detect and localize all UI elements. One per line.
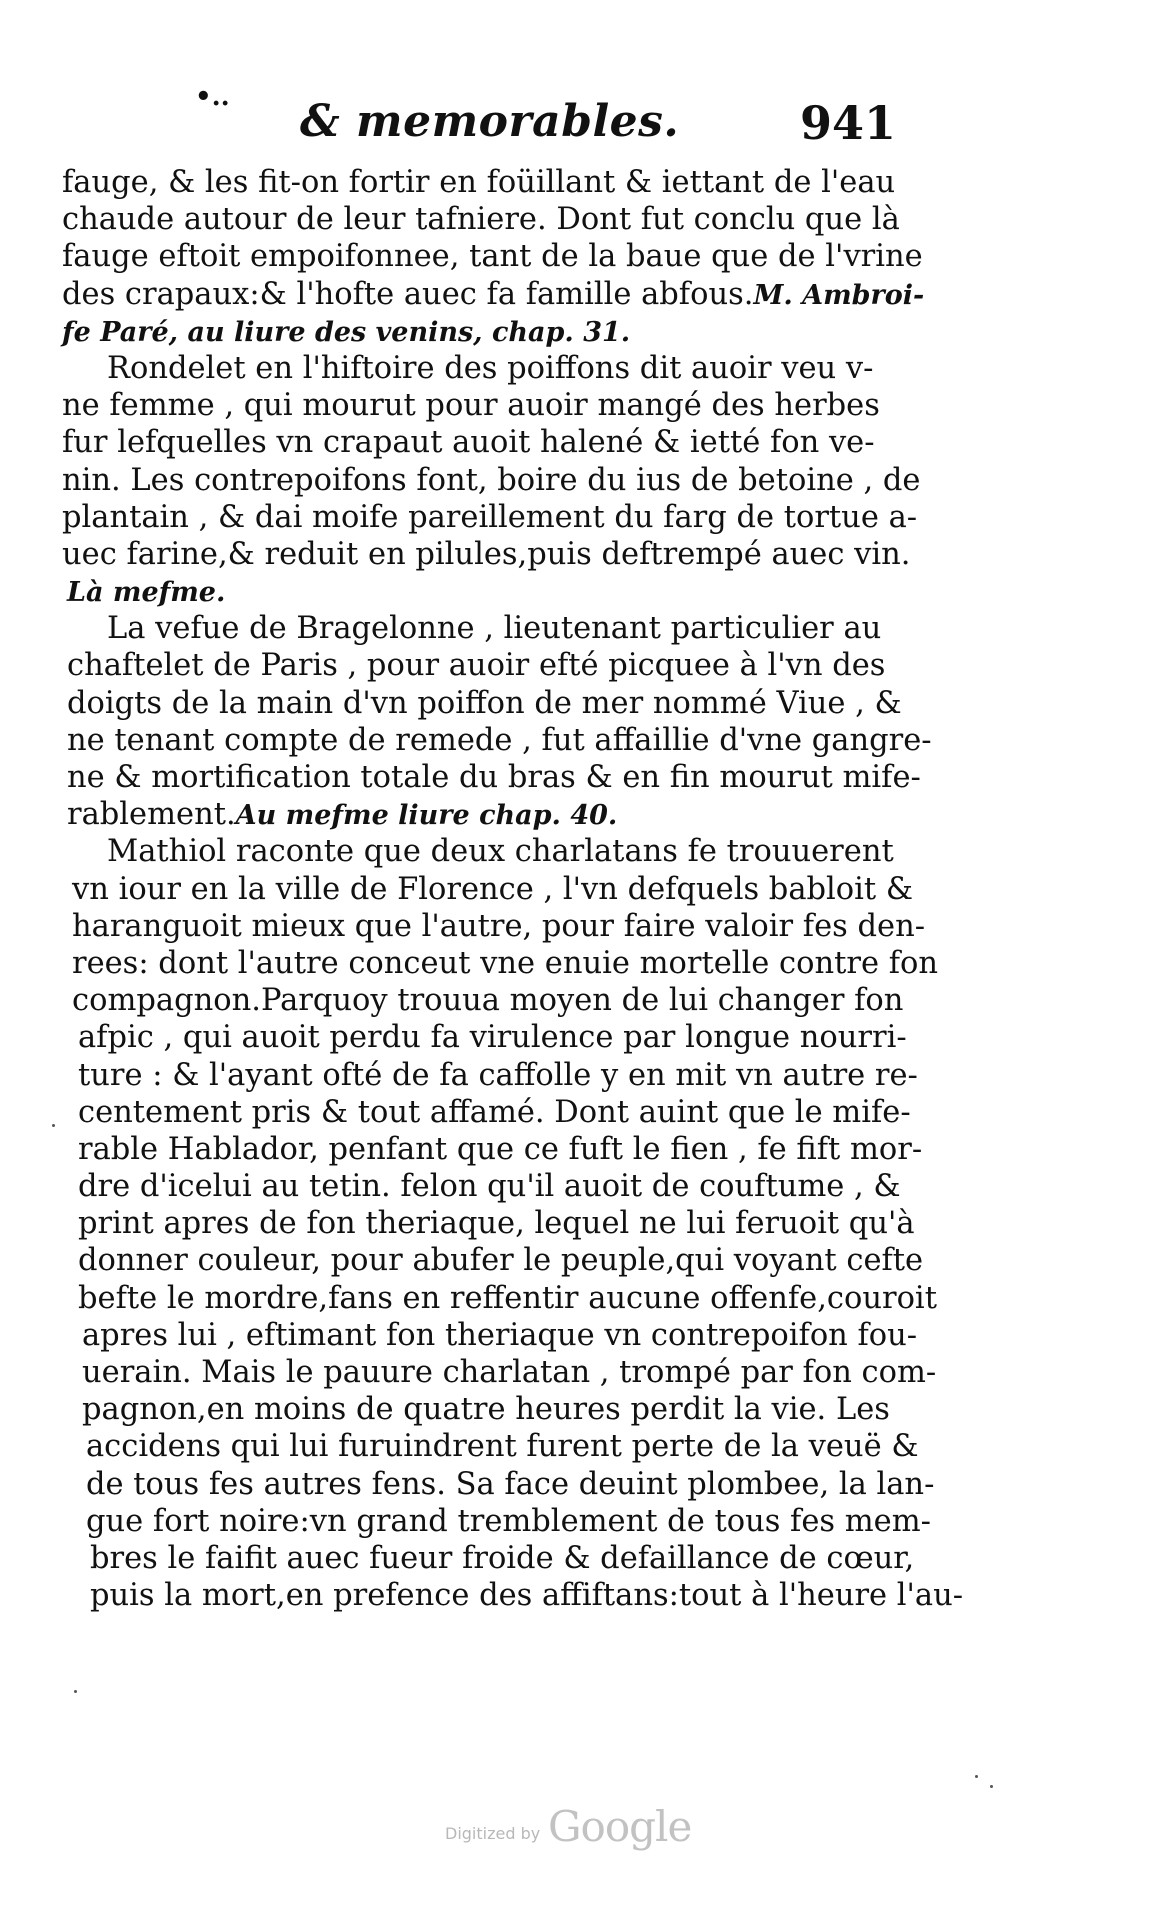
line-text: ture : & l'ayant ofté de fa caffolle y en mit vn autre re- [78,1057,918,1093]
line-text: fauge, & les fit-on fortir en foüillant & iettant de l'eau [62,165,896,200]
line-text: apres lui , eftimant fon theriaque vn contrepoifon fou- [82,1317,918,1353]
line-text: puis la mort,en prefence des affiftans:tout à l'heure l'au- [90,1578,964,1614]
text-line [62,1466,935,1503]
print-speck [990,1785,993,1788]
line-text: donner couleur, pour abufer le peuple,qui voyant cefte [78,1243,924,1279]
line-text: Mathiol raconte que deux charlatans fe trouuerent [107,834,894,870]
text-line [62,1428,922,1465]
page-header [0,82,1172,156]
line-text: print apres de fon theriaque, lequel ne lui feruoit qu'à [78,1206,915,1242]
line-text: chaude autour de leur tafniere. Dont fut conclu que là [62,202,900,238]
text-line [62,1540,922,1577]
text-line [62,871,922,908]
line-text: ne femme , qui mourut pour auoir mangé des herbes [62,388,880,424]
line-text: gue fort noire:vn grand tremblement de tous fes mem- [86,1503,931,1539]
text-line [62,833,922,870]
line-text: de tous fes autres fens. Sa face deuint plombee, la lan- [86,1466,935,1502]
text-line [62,573,922,610]
text-line [62,1168,922,1205]
text-line [62,1057,922,1094]
line-text: centement pris & tout affamé. Dont auint que le mife- [78,1094,911,1130]
line-text: accidens qui lui furuindrent furent perte de la veuë & [86,1429,919,1465]
text-line [62,1205,922,1242]
line-text: ne tenant compte de remede , fut affaillie d'vne gangre- [67,722,932,758]
line-text: dre d'icelui au tetin. felon qu'il auoit de couftume , & [78,1169,901,1205]
line-text: ne & mortification totale du bras & en fin mourut mife- [67,760,921,795]
text-line [62,722,932,759]
line-text: uerain. Mais le pauure charlatan , trompé par fon com- [82,1355,937,1390]
line-text: rees: dont l'autre conceut vne enuie mortelle contre fon [72,945,938,981]
text-line [62,759,922,796]
line-text: uec farine,& reduit en pilules,puis deftrempé auec vin. [62,536,911,572]
text-line [62,536,922,573]
text-line [62,982,922,1019]
line-text: doigts de la main d'vn poiffon de mer nommé Viue , & [67,685,902,721]
line-text: chaftelet de Paris , pour auoir efté picquee à l'vn des [67,648,886,684]
running-title: & memorables. [300,96,680,147]
line-text: La vefue de Bragelonne , lieutenant particulier au [107,611,882,647]
page-number: 941 [800,96,897,150]
text-line [62,1280,937,1317]
watermark-prefix: Digitized by [445,1824,541,1843]
text-line [62,1242,922,1279]
line-text: nin. Les contrepoifons font, boire du ius de betoine , de [62,462,921,498]
text-line [62,1577,964,1614]
line-text: plantain , & dai moife pareillement du farg de tortue a- [62,499,918,535]
text-line [62,350,922,387]
line-text: vn iour en la ville de Florence , l'vn defquels babloit & [72,871,913,907]
line-text: rable Hablador, penfant que ce fuft le fien , fe fift mor- [78,1131,923,1167]
line-text: des crapaux:& l'hofte auec fa famille abfous. [62,276,754,312]
citation-reference: Au mefme liure chap. 40. [235,800,618,832]
citation-reference: fe Paré, au liure des venins, chap. 31. [62,316,631,348]
text-line [62,1503,931,1540]
text-line [62,1317,922,1354]
line-text: haranguoit mieux que l'autre, pour faire valoir fes den- [72,908,926,944]
text-line [62,945,938,982]
line-text: rablement. [67,797,236,833]
line-text: pagnon,en moins de quatre heures perdit la vie. Les [82,1392,890,1428]
text-line [62,424,922,461]
line-text: afpic , qui auoit perdu fa virulence par longue nourri- [78,1020,907,1056]
text-line [62,1019,922,1056]
header-ornament: •.. [195,82,230,112]
text-line [62,685,922,722]
text-line [62,276,925,313]
text-line [62,1354,937,1391]
body-text [62,164,964,1614]
text-line [62,1391,922,1428]
text-line [62,164,922,201]
print-speck [74,1690,77,1693]
citation-reference: M. Ambroi- [753,279,925,311]
line-text: fur lefquelles vn crapaut auoit halené & ietté fon ve- [62,425,875,461]
citation-reference: Là mefme. [67,577,226,609]
print-speck [52,1124,55,1127]
text-line [62,1131,922,1168]
text-line [62,796,922,833]
text-line [62,908,926,945]
text-line [62,238,922,275]
text-line [62,1094,922,1131]
google-logo: Google [548,1802,692,1851]
text-line [62,647,922,684]
line-text: bres le faifit auec fueur froide & defaillance de cœur, [90,1540,915,1576]
text-line [62,201,922,238]
digitized-watermark [445,1802,735,1862]
line-text: fauge eftoit empoifonnee, tant de la baue que de l'vrine [62,239,923,275]
line-text: Rondelet en l'hiftoire des poiffons dit auoir veu v- [107,350,874,386]
text-line [62,499,922,536]
text-line [62,313,922,350]
text-line [62,610,922,647]
print-speck [975,1775,978,1778]
line-text: compagnon.Parquoy trouua moyen de lui changer fon [72,983,904,1019]
text-line [62,462,922,499]
text-line [62,387,922,424]
line-text: befte le mordre,fans en reffentir aucune offenfe,couroit [78,1280,937,1316]
